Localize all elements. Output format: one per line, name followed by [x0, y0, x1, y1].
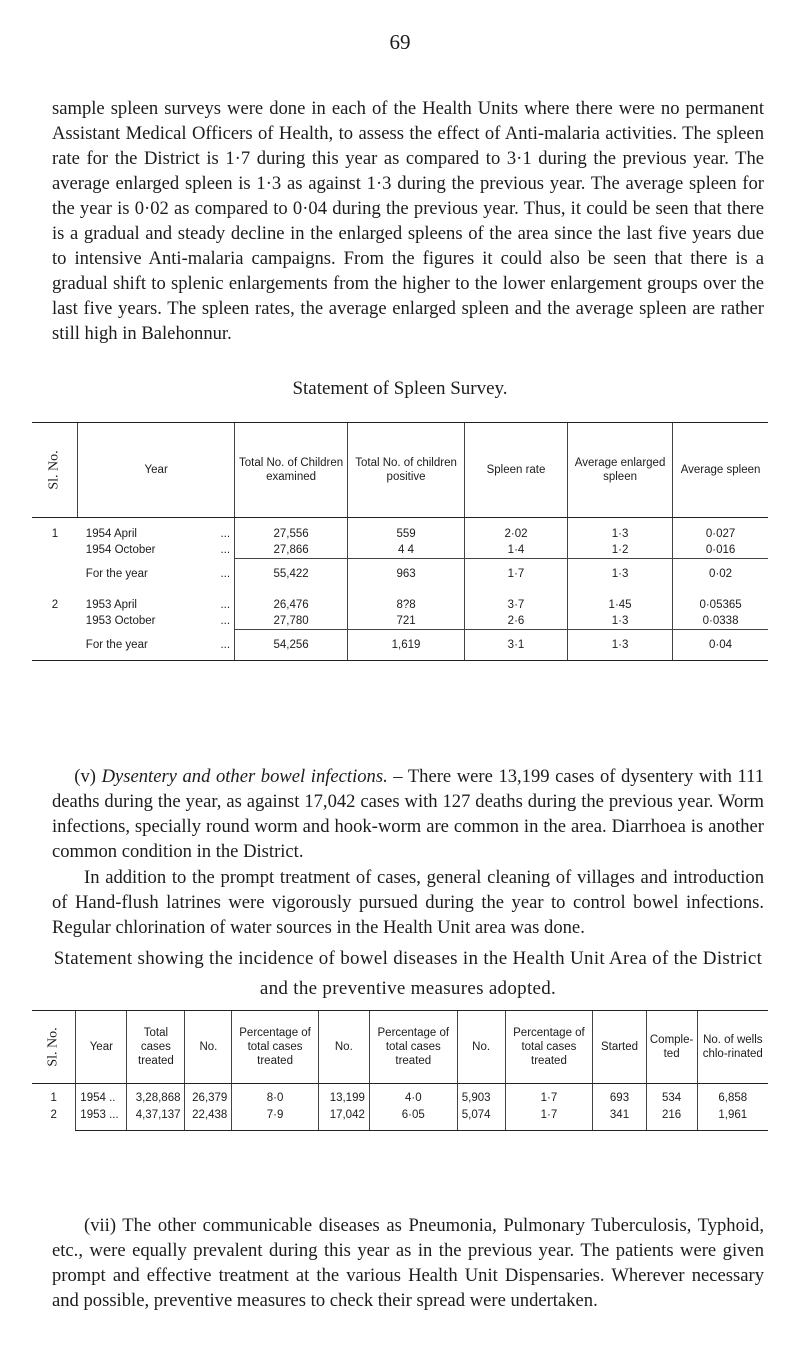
positive-total: 963	[348, 559, 465, 590]
spleen-survey-heading: Statement of Spleen Survey.	[292, 378, 508, 399]
leader-dots: ...	[220, 528, 231, 540]
closing-paragraph: (vii) The other communicable diseases as Pneumonia, Pulmonary Tuberculosis, Typhoid, etc., were equally prevalent during this year as in the previous year. The patients were given prompt and effective treatment at the various Health Unit Dispensaries. Wherever necessary and possible, preventive measures to check their spread were undertaken.	[52, 1215, 764, 1311]
positive-total: 1,619	[348, 630, 465, 661]
total-label: For the year	[85, 567, 148, 580]
no-header: No.	[318, 1011, 369, 1084]
no-header: No.	[457, 1011, 505, 1084]
examined-cell: 27,866	[235, 542, 348, 559]
year-cell: 1954 October	[85, 544, 156, 556]
positive-cell: 559	[348, 518, 465, 543]
year-cell: 1953 April	[85, 599, 137, 611]
enlarged-cell: 1·45	[568, 589, 673, 613]
dysentery-prefix: (v)	[74, 766, 102, 787]
enlarged-cell: 1·2	[568, 542, 673, 559]
completed-header: Comple-ted	[646, 1011, 697, 1084]
examined-cell: 26,476	[235, 589, 348, 613]
average-cell: 0·0338	[673, 613, 768, 630]
completed-cell: 534 216	[646, 1084, 697, 1131]
year-cell: 1954 April	[85, 528, 137, 540]
page-number: 69	[389, 30, 411, 54]
no-cell: 13,199 17,042	[318, 1084, 369, 1131]
percentage-cell: 8·0 7·9	[232, 1084, 318, 1131]
table-row	[32, 613, 768, 630]
spleen-survey-table	[32, 422, 768, 661]
leader-dots: ...	[220, 544, 231, 556]
examined-cell: 27,780	[235, 613, 348, 630]
sl-no-cell: 1	[51, 528, 59, 540]
average-cell: 0·027	[673, 518, 768, 543]
rate-cell: 2·6	[464, 613, 567, 630]
no-header: No.	[185, 1011, 232, 1084]
positive-cell: 8?8	[348, 589, 465, 613]
percentage-cell: 4·0 6·05	[369, 1084, 457, 1131]
dysentery-paragraph	[52, 764, 764, 864]
leader-dots: ...	[220, 615, 231, 627]
started-header: Started	[593, 1011, 646, 1084]
table-row	[32, 1084, 768, 1131]
leader-dots: ...	[220, 567, 231, 580]
rate-cell: 3·7	[464, 589, 567, 613]
enlarged-cell: 1·3	[568, 518, 673, 543]
dysentery-lead: Dysentery and other bowel infections.	[101, 766, 388, 787]
total-row	[32, 630, 768, 661]
year-header: Year	[78, 423, 235, 518]
leader-dots: ...	[220, 599, 231, 611]
wells-chlorinated-cell: 6,858 1,961	[697, 1084, 768, 1131]
rate-total: 3·1	[464, 630, 567, 661]
average-cell: 0·016	[673, 542, 768, 559]
started-cell: 693 341	[593, 1084, 646, 1131]
total-cases-cell: 3,28,868 4,37,137	[127, 1084, 185, 1131]
percentage-header: Percentage of total cases treated	[369, 1011, 457, 1084]
year-header: Year	[76, 1011, 127, 1084]
bowel-diseases-heading: Statement showing the incidence of bowel diseases in the Health Unit Area of the District and the preventive measures adopted.	[53, 948, 763, 999]
positive-cell: 721	[348, 613, 465, 630]
average-spleen-header: Average spleen	[673, 423, 768, 518]
dysentery-text: – There were 13,199 cases of dysentery with 111 deaths during the year, as against 17,042 cases with 127 deaths during the previous year. Worm infections, specially round worm and hook-worm are common in the area. Diarrhoea is another common condition in the District.	[52, 766, 765, 862]
wells-chlorinated-header: No. of wells chlo-rinated	[697, 1011, 768, 1084]
table-row	[32, 518, 768, 543]
total-label: For the year	[78, 630, 215, 661]
average-cell: 0·05365	[673, 589, 768, 613]
enlarged-total: 1·3	[568, 559, 673, 590]
sl-no-header: Sl. No.	[32, 1011, 76, 1084]
average-enlarged-spleen-header: Average enlarged spleen	[568, 423, 673, 518]
rate-total: 1·7	[464, 559, 567, 590]
examined-total: 54,256	[235, 630, 348, 661]
treatment-paragraph: In addition to the prompt treatment of cases, general cleaning of villages and introduction of Hand-flush latrines were vigorously pursued during the year to control bowel infections. Regular chlorination of water sources in the Health Unit area was done.	[52, 867, 764, 938]
intro-paragraph: sample spleen surveys were done in each of the Health Units where there were no permanent Assistant Medical Officers of Health, to assess the effect of Anti-malaria activities. The spleen rate for the District is 1·7 during this year as compared to 3·1 during the previous year. The average enlarged spleen is 1·3 as against 1·3 during the previous year. The average spleen for the year is 0·02 as compared to 0·04 during the previous year. Thus, it could be seen that there is a gradual and steady decline in the enlarged spleens of the area since the last five years due to intensive Anti-malaria campaigns. From the figures it could also be seen that there is a gradual shift to splenic enlargements from the higher to the lower enlargement groups over the last five years. The spleen rates, the average enlarged spleen and the average spleen are rather still high in Balehonnur.	[52, 98, 764, 344]
children-examined-header: Total No. of Children examined	[235, 423, 348, 518]
no-cell: 5,903 5,074	[457, 1084, 505, 1131]
enlarged-cell: 1·3	[568, 613, 673, 630]
rate-cell: 1·4	[464, 542, 567, 559]
table-row	[32, 589, 768, 613]
average-total: 0·04	[673, 630, 768, 661]
no-cell: 26,379 22,438	[185, 1084, 232, 1131]
enlarged-total: 1·3	[568, 630, 673, 661]
spleen-rate-header: Spleen rate	[464, 423, 567, 518]
sl-no-cell: 1 2	[50, 1092, 57, 1121]
examined-cell: 27,556	[235, 518, 348, 543]
percentage-header: Percentage of total cases treated	[505, 1011, 593, 1084]
total-row	[32, 559, 768, 590]
children-positive-header: Total No. of children positive	[348, 423, 465, 518]
examined-total: 55,422	[235, 559, 348, 590]
percentage-cell: 1·7 1·7	[505, 1084, 593, 1131]
average-total: 0·02	[673, 559, 768, 590]
total-cases-header: Total cases treated	[127, 1011, 185, 1084]
rate-cell: 2·02	[464, 518, 567, 543]
year-cell: 1953 October	[85, 615, 156, 627]
positive-cell: 4 4	[348, 542, 465, 559]
leader-dots: ...	[214, 630, 234, 661]
year-cell: 1954 .. 1953 ...	[76, 1084, 127, 1131]
sl-no-header: Sl. No.	[32, 423, 78, 518]
bowel-diseases-table	[32, 1010, 768, 1131]
sl-no-cell: 2	[51, 599, 59, 611]
table-row	[32, 542, 768, 559]
percentage-header: Percentage of total cases treated	[232, 1011, 318, 1084]
